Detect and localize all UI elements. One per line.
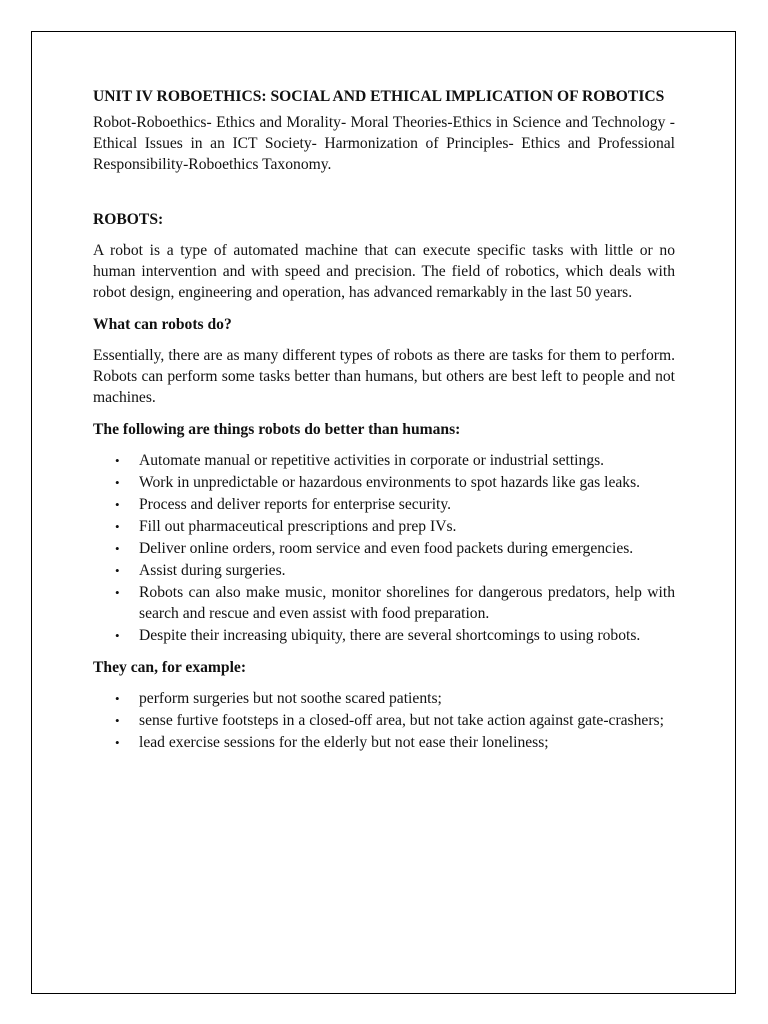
list-item-text: Work in unpredictable or hazardous environments to spot hazards like gas leaks. — [139, 474, 641, 491]
list-item-text: sense furtive footsteps in a closed-off area, but not take action against gate-crashers; — [139, 712, 664, 729]
list-item — [93, 560, 675, 581]
what-can-body: Essentially, there are as many different types of robots as there are tasks for them to perform. Robots can perform some tasks better than humans, but others are best left to people and not machines. — [93, 347, 675, 406]
bullet-icon: • — [115, 735, 120, 750]
list-item — [93, 688, 675, 709]
unit-title: UNIT IV ROBOETHICS: SOCIAL AND ETHICAL IMPLICATION OF ROBOTICS — [93, 88, 665, 105]
bullet-icon: • — [115, 563, 120, 578]
document-body — [93, 86, 675, 764]
list-item — [93, 494, 675, 515]
bullet-icon: • — [115, 585, 120, 600]
list-item — [93, 732, 675, 753]
bullet-icon: • — [115, 628, 120, 643]
bullet-icon: • — [115, 519, 120, 534]
list-item — [93, 472, 675, 493]
list-item-text: Process and deliver reports for enterprise security. — [139, 496, 452, 513]
example-list — [93, 688, 675, 753]
list-item-text: Deliver online orders, room service and even food packets during emergencies. — [139, 540, 634, 557]
list-item-text: Robots can also make music, monitor shorelines for dangerous predators, help with search and rescue and even assist with food preparation. — [139, 584, 675, 622]
list-item — [93, 538, 675, 559]
better-list — [93, 450, 675, 646]
bullet-icon: • — [115, 691, 120, 706]
example-heading: They can, for example: — [93, 659, 247, 676]
list-item-text: Despite their increasing ubiquity, there are several shortcomings to using robots. — [139, 627, 641, 644]
list-item — [93, 516, 675, 537]
what-can-heading: What can robots do? — [93, 316, 232, 333]
robots-heading: ROBOTS: — [93, 211, 164, 228]
list-item-text: Fill out pharmaceutical prescriptions and prep IVs. — [139, 518, 457, 535]
list-item-text: Assist during surgeries. — [139, 562, 286, 579]
bullet-icon: • — [115, 475, 120, 490]
bullet-icon: • — [115, 497, 120, 512]
list-item-text: perform surgeries but not soothe scared patients; — [139, 690, 442, 707]
robots-intro: A robot is a type of automated machine that can execute specific tasks with little or no human intervention and with speed and precision. The field of robotics, which deals with robot design, engineering and operation, has advanced remarkably in the last 50 years. — [93, 242, 675, 301]
bullet-icon: • — [115, 541, 120, 556]
list-item-text: lead exercise sessions for the elderly but not ease their loneliness; — [139, 734, 549, 751]
bullet-icon: • — [115, 713, 120, 728]
list-item — [93, 450, 675, 471]
unit-topics: Robot-Roboethics- Ethics and Morality- Moral Theories-Ethics in Science and Technology - Ethical Issues in an ICT Society- Harmonization of Principles- Ethics and Professional Responsibility-Roboethics Taxonomy. — [93, 114, 675, 173]
list-item — [93, 582, 675, 624]
list-item — [93, 625, 675, 646]
list-item-text: Automate manual or repetitive activities in corporate or industrial settings. — [139, 452, 605, 469]
bullet-icon: • — [115, 453, 120, 468]
better-heading: The following are things robots do better than humans: — [93, 421, 461, 438]
list-item — [93, 710, 675, 731]
